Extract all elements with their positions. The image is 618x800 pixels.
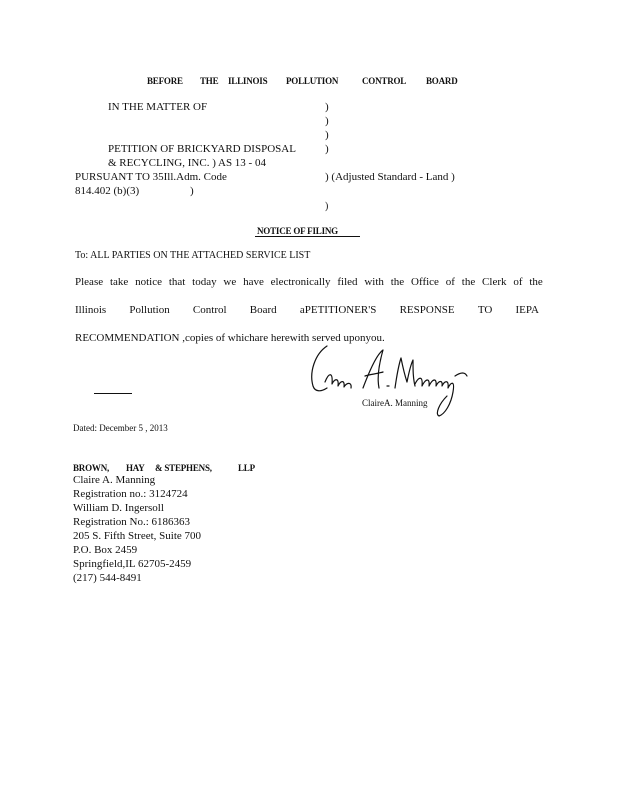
adjusted-standard: ) (Adjusted Standard - Land ) — [325, 171, 455, 183]
handwritten-signature — [305, 342, 470, 420]
caption-paren: ) — [325, 101, 329, 113]
caption-paren: ) — [190, 185, 194, 197]
firm-name-word: BROWN, — [73, 463, 110, 473]
body-word: Please — [75, 276, 104, 288]
body-word: Board — [249, 304, 277, 316]
firm-line: Registration No.: 6186363 — [73, 516, 191, 528]
body-word: electronically — [270, 276, 331, 288]
dated-line: Dated: December 5 , 2013 — [73, 423, 168, 433]
body-word: notice — [135, 276, 162, 288]
firm-line: (217) 544-8491 — [73, 572, 142, 584]
body-word: that — [168, 276, 186, 288]
caption-line: & RECYCLING, INC. ) AS 13 - 04 — [108, 157, 266, 169]
notice-body-line-1 — [75, 276, 543, 288]
notice-body-line-2 — [75, 304, 539, 316]
body-word: RESPONSE — [399, 304, 455, 316]
body-word: take — [109, 276, 129, 288]
header-word: POLLUTION — [286, 76, 339, 86]
header-word: THE — [200, 76, 219, 86]
caption-paren: ) — [325, 129, 329, 141]
firm-line: Springfield,IL 62705-2459 — [73, 558, 192, 570]
firm-line: Registration no.: 3124724 — [73, 488, 188, 500]
caption-paren: ) — [325, 143, 329, 155]
body-word: Clerk — [482, 276, 507, 288]
firm-name-word: LLP — [238, 463, 255, 473]
body-word: the — [461, 276, 476, 288]
caption-line: PETITION OF BRICKYARD DISPOSAL — [108, 143, 296, 155]
header-word: ILLINOIS — [228, 76, 268, 86]
body-word: Control — [192, 304, 227, 316]
firm-line: William D. Ingersoll — [73, 502, 164, 514]
body-word: the — [390, 276, 405, 288]
body-word: IEPA — [515, 304, 539, 316]
body-word: of — [513, 276, 523, 288]
header-word: BOARD — [426, 76, 458, 86]
body-word: today — [192, 276, 217, 288]
signatory-name: ClaireA. Manning — [362, 398, 428, 408]
caption-line: 814.402 (b)(3) — [75, 185, 140, 197]
notice-body-line-3: RECOMMENDATION ,copies of whichare herewith served uponyou. — [75, 332, 385, 344]
caption-line: PURSUANT TO 35Ill.Adm. Code — [75, 171, 227, 183]
signature-line — [94, 393, 132, 394]
firm-line: P.O. Box 2459 — [73, 544, 138, 556]
body-word: aPETITIONER'S — [299, 304, 377, 316]
body-word: have — [243, 276, 264, 288]
body-word: TO — [477, 304, 493, 316]
body-word: of — [445, 276, 455, 288]
body-word: filed — [337, 276, 358, 288]
firm-name-word: HAY — [126, 463, 145, 473]
header-word: CONTROL — [362, 76, 407, 86]
body-word: Office — [411, 276, 439, 288]
notice-title: NOTICE OF FILING — [257, 226, 338, 236]
notice-title-underline — [255, 236, 360, 237]
in-the-matter: IN THE MATTER OF — [108, 101, 208, 113]
caption-paren: ) — [325, 201, 329, 212]
firm-name-word: & STEPHENS, — [155, 463, 212, 473]
body-word: we — [223, 276, 237, 288]
caption-paren: ) — [325, 115, 329, 127]
header-word: BEFORE — [147, 76, 183, 86]
body-word: with — [364, 276, 384, 288]
firm-line: 205 S. Fifth Street, Suite 700 — [73, 530, 202, 542]
body-word: Pollution — [129, 304, 170, 316]
firm-line: Claire A. Manning — [73, 474, 156, 486]
body-word: the — [529, 276, 543, 288]
to-line: To: ALL PARTIES ON THE ATTACHED SERVICE LIST — [75, 250, 311, 261]
body-word: Illinois — [75, 304, 107, 316]
